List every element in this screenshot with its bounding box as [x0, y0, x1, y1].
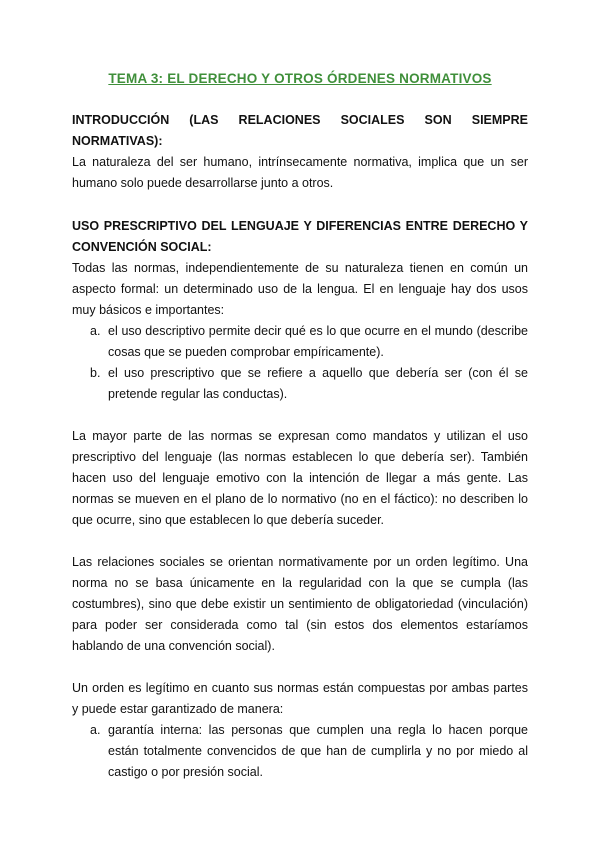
section-heading-introduccion: INTRODUCCIÓN (LAS RELACIONES SOCIALES SON SIEMPRE NORMATIVAS):: [72, 113, 528, 148]
spacer: [72, 194, 528, 216]
list-garantias: [72, 720, 528, 783]
list-marker: a.: [90, 324, 101, 338]
document-title: TEMA 3: EL DERECHO Y OTROS ÓRDENES NORMATIVOS: [108, 71, 492, 86]
list-marker: b.: [90, 366, 101, 380]
spacer: [72, 405, 528, 426]
paragraph-todas-las-normas: Todas las normas, independientemente de su naturaleza tienen en común un aspecto formal: un determinado uso de la lengua. El en lenguaje hay dos usos muy básicos e importantes:: [72, 261, 528, 317]
list-item-text: garantía interna: las personas que cumplen una regla lo hacen porque están totalmente convencidos de que han de cumplirla y no por miedo al castigo o por presión social.: [108, 723, 528, 779]
list-item-text: el uso prescriptivo que se refiere a aquello que debería ser (con él se pretende regular las conductas).: [108, 366, 528, 401]
list-item: [72, 321, 528, 363]
list-usos-lenguaje: [72, 321, 528, 405]
spacer: [72, 657, 528, 678]
paragraph-orden-legitimo: Las relaciones sociales se orientan normativamente por un orden legítimo. Una norma no se basa únicamente en la regularidad con la que se cumpla (las costumbres), sino que debe existir un sentimiento de obligatoriedad (vinculación) para poder ser considerada como tal (sin estos dos elementos estaríamos hablando de una convención social).: [72, 555, 528, 653]
paragraph-mandatos: La mayor parte de las normas se expresan como mandatos y utilizan el uso prescriptivo del lenguaje (las normas establecen lo que debería ser). También hacen uso del lenguaje emotivo con la intención de llegar a más gente. Las normas se mueven en el plano de lo normativo (no en el fáctico): no describen lo que ocurre, sino que establecen lo que debería suceder.: [72, 429, 528, 527]
list-marker: a.: [90, 723, 101, 737]
spacer: [72, 531, 528, 552]
list-item-text: el uso descriptivo permite decir qué es lo que ocurre en el mundo (describe cosas que se pueden comprobar empíricamente).: [108, 324, 528, 359]
section-heading-uso-prescriptivo: USO PRESCRIPTIVO DEL LENGUAJE Y DIFERENCIAS ENTRE DERECHO Y CONVENCIÓN SOCIAL:: [72, 219, 528, 254]
paragraph-introduccion: La naturaleza del ser humano, intrínsecamente normativa, implica que un ser humano solo puede desarrollarse junto a otros.: [72, 155, 528, 190]
paragraph-garantia: Un orden es legítimo en cuanto sus normas están compuestas por ambas partes y puede estar garantizado de manera:: [72, 681, 528, 716]
list-item: [72, 363, 528, 405]
list-item: [72, 720, 528, 783]
